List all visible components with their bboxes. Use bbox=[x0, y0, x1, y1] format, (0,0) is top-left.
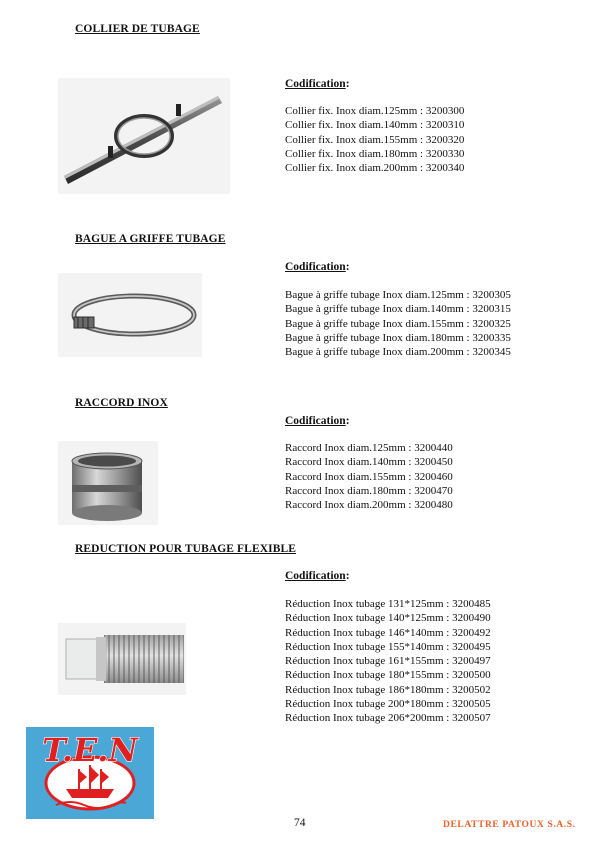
code-item: Collier fix. Inox diam.155mm : 3200320 bbox=[285, 133, 465, 146]
code-item: Raccord Inox diam.155mm : 3200460 bbox=[285, 470, 453, 483]
code-item: Réduction Inox tubage 140*125mm : 3200490 bbox=[285, 612, 491, 625]
codification-colon: : bbox=[345, 415, 350, 427]
codification-colon: : bbox=[345, 570, 350, 582]
raccord-product-image bbox=[58, 441, 158, 525]
codes-list-raccord bbox=[285, 441, 453, 512]
page-number: 74 bbox=[294, 817, 306, 829]
code-item: Réduction Inox tubage 161*155mm : 3200497 bbox=[285, 655, 491, 668]
codes-list-bague bbox=[285, 288, 511, 359]
codification-title-bague bbox=[285, 261, 350, 273]
section-heading-reduction: REDUCTION POUR TUBAGE FLEXIBLE bbox=[75, 543, 297, 555]
reduction-product-image bbox=[58, 623, 186, 695]
collier-product-image bbox=[58, 78, 230, 194]
codification-title-reduction bbox=[285, 570, 350, 582]
ten-logo bbox=[26, 727, 154, 819]
code-item: Collier fix. Inox diam.125mm : 3200300 bbox=[285, 105, 465, 117]
codification-label: Codification bbox=[285, 261, 346, 273]
codification-title-raccord bbox=[285, 415, 350, 427]
code-item: Collier fix. Inox diam.180mm : 3200330 bbox=[285, 147, 465, 160]
codification-label: Codification bbox=[285, 415, 346, 427]
codification-title-collier bbox=[285, 78, 350, 90]
codes-list-reduction bbox=[285, 597, 491, 726]
codification-label: Codification bbox=[285, 570, 346, 582]
logo-text: T.E.N bbox=[42, 731, 138, 769]
code-item: Réduction Inox tubage 146*140mm : 3200492 bbox=[285, 626, 491, 639]
code-item: Réduction Inox tubage 206*200mm : 3200507 bbox=[285, 712, 491, 725]
codification-colon: : bbox=[345, 78, 350, 90]
codification-colon: : bbox=[345, 261, 350, 273]
section-heading-bague: BAGUE A GRIFFE TUBAGE bbox=[75, 233, 226, 245]
code-item: Bague à griffe tubage Inox diam.155mm : 3200325 bbox=[285, 317, 511, 330]
code-item: Réduction Inox tubage 180*155mm : 3200500 bbox=[285, 669, 491, 682]
code-item: Réduction Inox tubage 155*140mm : 3200495 bbox=[285, 640, 491, 653]
code-item: Raccord Inox diam.140mm : 3200450 bbox=[285, 456, 453, 469]
bague-product-image bbox=[58, 273, 202, 357]
codes-list-collier bbox=[285, 104, 464, 175]
code-item: Collier fix. Inox diam.200mm : 3200340 bbox=[285, 162, 465, 175]
company-name: DELATTRE PATOUX S.A.S. bbox=[443, 820, 576, 830]
code-item: Bague à griffe tubage Inox diam.125mm : 3200305 bbox=[285, 289, 511, 301]
section-heading-collier: COLLIER DE TUBAGE bbox=[75, 23, 200, 35]
code-item: Raccord Inox diam.125mm : 3200440 bbox=[285, 442, 453, 454]
code-item: Réduction Inox tubage 131*125mm : 3200485 bbox=[285, 598, 491, 610]
code-item: Réduction Inox tubage 200*180mm : 3200505 bbox=[285, 698, 491, 711]
code-item: Bague à griffe tubage Inox diam.180mm : 3200335 bbox=[285, 331, 511, 344]
code-item: Raccord Inox diam.180mm : 3200470 bbox=[285, 484, 453, 497]
code-item: Collier fix. Inox diam.140mm : 3200310 bbox=[285, 119, 465, 132]
section-heading-raccord: RACCORD INOX bbox=[75, 397, 168, 409]
code-item: Raccord Inox diam.200mm : 3200480 bbox=[285, 499, 453, 512]
code-item: Bague à griffe tubage Inox diam.140mm : 3200315 bbox=[285, 303, 511, 316]
code-item: Réduction Inox tubage 186*180mm : 3200502 bbox=[285, 683, 491, 696]
codification-label: Codification bbox=[285, 78, 346, 90]
code-item: Bague à griffe tubage Inox diam.200mm : 3200345 bbox=[285, 346, 511, 359]
